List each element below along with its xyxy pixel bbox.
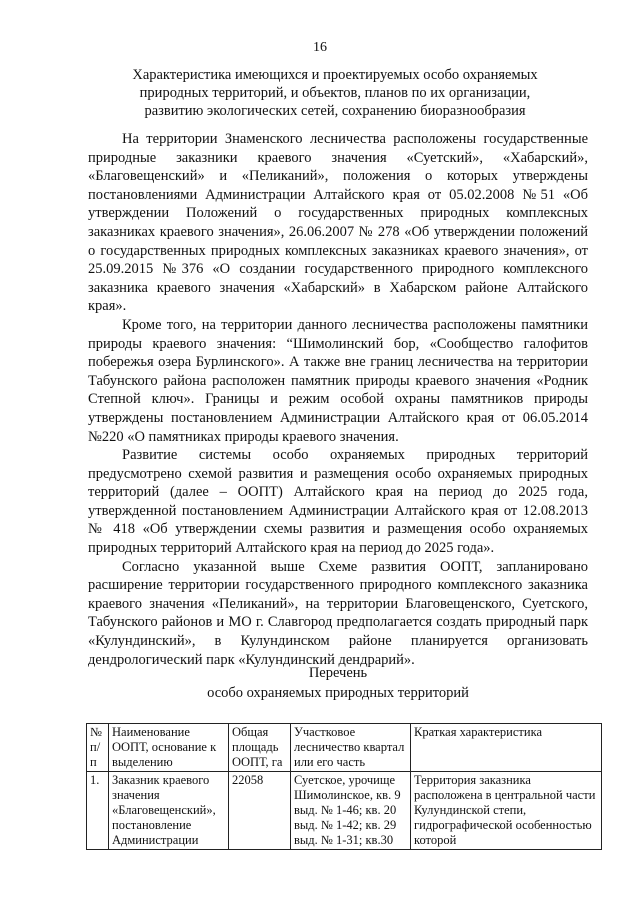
header-name: Наименование ООПТ, основание к выделению xyxy=(109,724,229,772)
cell-description: Территория заказника расположена в центральной части Кулундинской степи, гидрографической особенностью которой xyxy=(411,772,602,850)
list-subtitle-line: особо охраняемых природных территорий xyxy=(207,685,469,701)
oopt-table xyxy=(86,723,602,850)
paragraph: Кроме того, на территории данного лесничества расположены памятники природы краевого значения: “Шимолинский бор, «Сообщество галофитов побережья озера Бурлинского». А также вне границ лесничества на территории Табунского района расположен памятник природы краевого значения «Родник Степной ключ». Границы и режим особой охраны памятников природы утверждены постановлением Администрации Алтайского края от 06.05.2014 №220 «О памятниках природы краевого значения. xyxy=(88,316,588,445)
page-number: 16 xyxy=(313,40,327,55)
paragraph: Развитие системы особо охраняемых природных территорий предусмотрено схемой развития и размещения особо охраняемых природных территорий (далее – ООПТ) Алтайского края на период до 2025 года, утвержденной постановлением Администрации Алтайского края от 12.08.2013 № 418 «Об утверждении схемы развития и размещения особо охраняемых природных территорий Алтайского края на период до 2025 года». xyxy=(88,447,588,557)
body-text xyxy=(88,130,588,669)
section-heading: Характеристика имеющихся и проектируемых особо охраняемых природных территорий, и объектов, планов по их организации, развитию экологических сетей, сохранению биоразнообразия xyxy=(132,67,538,119)
header-forestry: Участковое лесничество квартал или его часть xyxy=(291,724,411,772)
paragraph: На территории Знаменского лесничества расположены государственные природные заказники краевого значения «Суетский», «Хабарский», «Благовещенский» и «Пеликаний», положения о которых утверждены постановлениями Администрации Алтайского края от 05.02.2008 №51 «Об утверждении Положений о государственных природных комплексных заказниках краевого значения», 26.06.2007 № 278 «Об утверждении положений о государственных природных комплексных заказниках краевого значения», от 25.09.2015 №376 «О создании государственного природного комплексного заказника краевого значения «Хабарский» в Хабарском районе Алтайского края». xyxy=(88,131,588,315)
header-description: Краткая характеристика xyxy=(411,724,602,772)
cell-name: Заказник краевого значения «Благовещенский», постановление Администрации xyxy=(109,772,229,850)
cell-forestry: Суетское, урочище Шимолинское, кв. 9 выд. № 1-46; кв. 20 выд. № 1-42; кв. 29 выд. № 1-31; кв.30 xyxy=(291,772,411,850)
list-title xyxy=(88,663,588,703)
header-number: № п/п xyxy=(87,724,109,772)
table-header-row xyxy=(87,724,602,772)
cell-number: 1. xyxy=(87,772,109,850)
table-row xyxy=(87,772,602,850)
cell-area: 22058 xyxy=(229,772,291,850)
list-title-line: Перечень xyxy=(308,665,368,681)
header-area: Общая площадь ООПТ, га xyxy=(229,724,291,772)
paragraph: Согласно указанной выше Схеме развития ООПТ, запланировано расширение территории государственного природного комплексного заказника краевого значения «Пеликаний», на территории Благовещенского, Суетского, Табунского районов и МО г. Славгород предполагается создать природный парк «Кулундинский», в Кулундинском районе планируется организовать дендрологический парк «Кулундинский дендрарий». xyxy=(88,558,588,668)
